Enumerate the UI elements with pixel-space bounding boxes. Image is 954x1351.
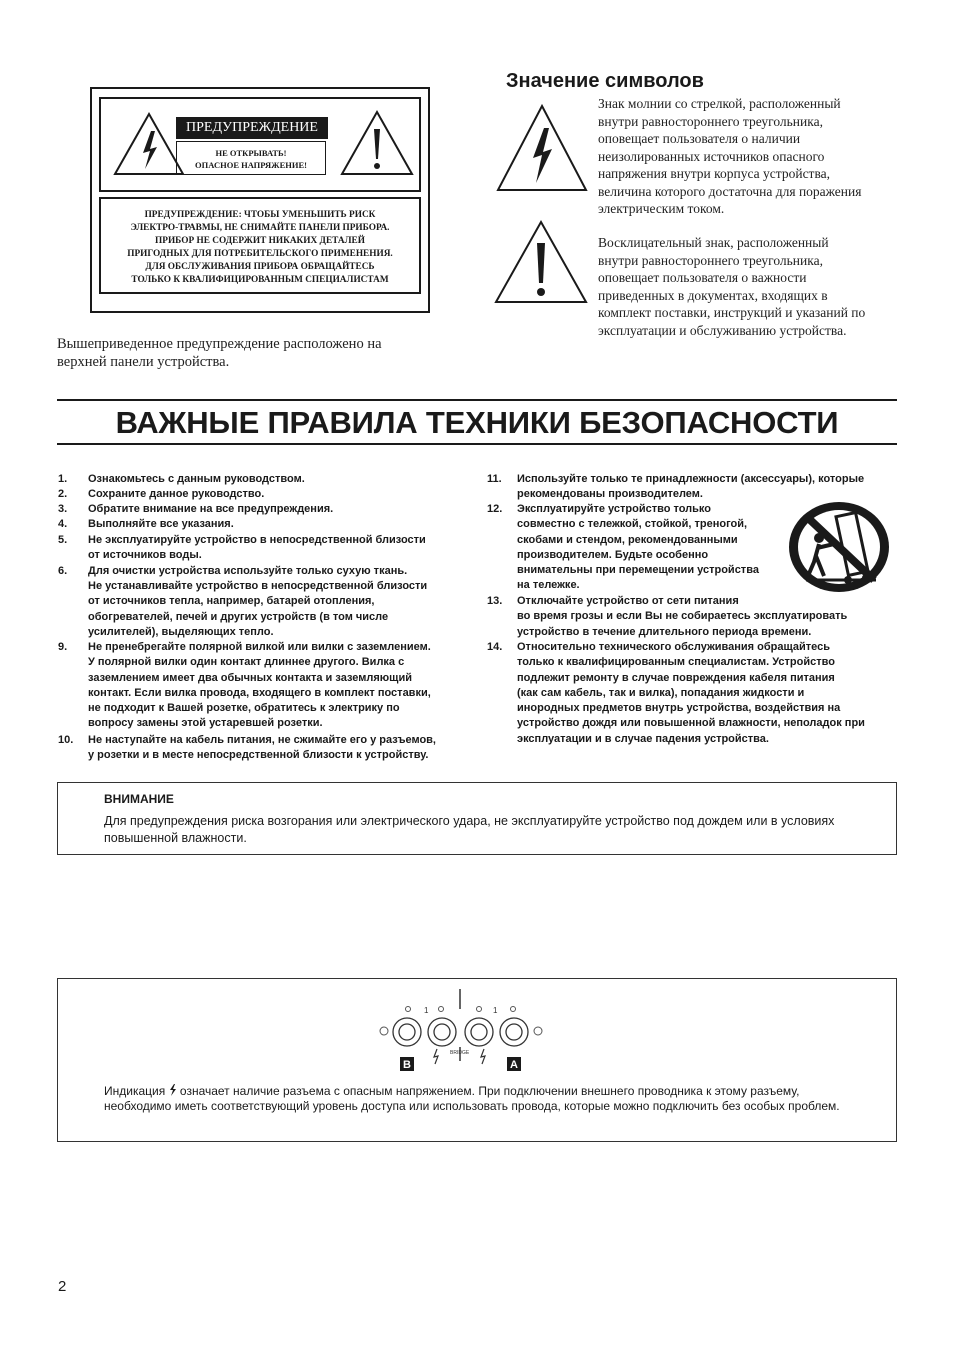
rule-number: 13. <box>487 595 503 607</box>
ch1-label-right: 1 <box>493 1006 498 1015</box>
channel-b-label: B <box>403 1059 411 1071</box>
caution-text: Для предупреждения риска возгорания или электрического удара, не эксплуатируйте устройство под дождем или в условиях повышенной влажности. <box>104 814 835 845</box>
rule-text: Не эксплуатируйте устройство в непосредственной близости от источников воды. <box>88 534 426 562</box>
rule-text: Для очистки устройства используйте только сухую ткань. <box>88 565 408 577</box>
hazard-lightning-icon <box>169 1084 177 1096</box>
caution-box <box>57 782 897 855</box>
bridge-label: BRIDGE <box>450 1050 470 1056</box>
rule-item <box>58 487 478 502</box>
rule-number: 10. <box>58 734 74 746</box>
rule-text: Относительно технического обслуживания обращайтесь только к квалифицированным специалистам. Устройство подлежит ремонту в случае повреждения кабеля питания (как сам кабель, так и вилка), попадания жидкости и инородных предметов внутрь устройства, воздействия на устройство дождя или повышенной влажности, неполадок при эксплуатации и в случае падения устройства. <box>517 641 865 745</box>
rule-item <box>58 472 478 487</box>
rule-number: 14. <box>487 641 503 653</box>
rule-number: 12. <box>487 503 503 515</box>
panel-text-before: Индикация <box>104 1084 166 1098</box>
exclamation-symbol-icon <box>493 219 589 305</box>
rule-number: 3. <box>58 503 68 515</box>
rule-text: Обратите внимание на все предупреждения. <box>88 503 334 515</box>
rule-item <box>487 594 907 640</box>
panel-text-after: означает наличие разъема с опасным напряжением. При подключении внешнего проводника к этому разъему, необходимо иметь соответствующий уровень доступа или использовать провода, которые можно подключить без особых проблем. <box>104 1084 840 1113</box>
rule-text: Сохраните данное руководство. <box>88 488 265 500</box>
rule-item <box>58 564 478 579</box>
warning-caption: Вышеприведенное предупреждение расположено на верхней панели устройства. <box>57 336 382 370</box>
lightning-symbol-text: Знак молнии со стрелкой, расположенный внутри равностороннего треугольника, оповещает пользователя о наличии неизолированных источников опасного напряжения внутри корпуса устройства, величина которого достаточна для поражения электрическим током. <box>598 96 862 216</box>
rule-text: Не устанавливайте устройство в непосредственной близости от источников тепла, например, батарей отопления, обогревателей, печей и других устройств (в том числе усилителей), выделяющих тепло. <box>88 580 428 638</box>
rule-number: 2. <box>58 488 68 500</box>
rule-item <box>58 733 478 764</box>
rule-number: 1. <box>58 473 68 485</box>
rule-number: 11. <box>487 473 502 485</box>
rule-item <box>58 502 478 517</box>
rule-item <box>487 640 907 747</box>
rule-text: Не наступайте на кабель питания, не сжимайте его у разъемов, у розетки и в месте непосредственной близости к устройству. <box>88 734 436 762</box>
panel-description <box>104 1084 864 1113</box>
rule-text: Эксплуатируйте устройство только совместно с тележкой, стойкой, треногой, скобами и стендом, рекомендованными производителем. Будьте особенно внимательны при перемещении устройства на тележке. <box>517 503 759 592</box>
caution-title: ВНИМАНИЕ <box>104 792 174 806</box>
warning-subtitle <box>176 141 326 175</box>
rule-text: Используйте только те принадлежности (аксессуары), которые рекомендованы производителем. <box>517 473 865 501</box>
rule-item <box>58 533 478 564</box>
symbols-heading: Значение символов <box>506 70 704 92</box>
rule-text: Ознакомьтесь с данным руководством. <box>88 473 305 485</box>
rule-number: 9. <box>58 641 68 653</box>
exclamation-symbol-text: Восклицательный знак, расположенный внутри равностороннего треугольника, оповещает пользователя о важности приведенных в документах, входящих в комплект поставки, инструкций и указаний по эксплуатации и обслуживанию устройства. <box>598 235 866 338</box>
warning-label <box>90 87 430 313</box>
rule-text: Не пренебрегайте полярной вилкой или вилки с заземлением. У полярной вилки один контакт длиннее другого. Вилка с заземлением имеет два обычных контакта и заземляющий контакт. Если вилка провода, входящего в комплект поставки, не подходит к Вашей розетке, обратитесь к электрику по вопросу замены этой устаревшей розетки. <box>88 641 431 730</box>
rule-item <box>58 579 478 640</box>
rule-number: 4. <box>58 518 68 530</box>
panel-box <box>57 978 897 1142</box>
ch1-label-left: 1 <box>424 1006 429 1015</box>
lightning-symbol-icon <box>495 103 589 193</box>
rule-item <box>487 472 907 503</box>
rule-item <box>58 517 478 532</box>
lightning-triangle-icon <box>113 111 185 177</box>
rule-number: 5. <box>58 534 68 546</box>
rule-item <box>58 640 478 732</box>
main-title: ВАЖНЫЕ ПРАВИЛА ТЕХНИКИ БЕЗОПАСНОСТИ <box>57 399 897 445</box>
rule-number: 6. <box>58 565 68 577</box>
cart-warning-icon <box>786 500 892 594</box>
speaker-terminals-illustration <box>376 987 548 1073</box>
warning-title: ПРЕДУПРЕЖДЕНИЕ <box>176 117 328 139</box>
warning-subtitle-line2: ОПАСНОЕ НАПРЯЖЕНИЕ! <box>195 160 307 170</box>
rule-text: Отключайте устройство от сети питания во время грозы и если Вы не собираетесь эксплуатировать устройство в течение длительного периода времени. <box>517 595 848 638</box>
warning-subtitle-line1: НЕ ОТКРЫВАТЬ! <box>215 148 287 158</box>
warning-lower-text: ПРЕДУПРЕЖДЕНИЕ: ЧТОБЫ УМЕНЬШИТЬ РИСК ЭЛЕКТРО-ТРАВМЫ, НЕ СНИМАЙТЕ ПАНЕЛИ ПРИБОРА. ПРИБОР НЕ СОДЕРЖИТ НИКАКИХ ДЕТАЛЕЙ ПРИГОДНЫХ ДЛЯ ПОТРЕБИТЕЛЬСКОГО ПРИМЕНЕНИЯ. ДЛЯ ОБСЛУЖИВАНИЯ ПРИБОРА ОБРАЩАЙТЕСЬ ТОЛЬКО К КВАЛИФИЦИРОВАННЫМ СПЕЦИАЛИСТАМ <box>99 197 421 294</box>
channel-a-label: A <box>510 1059 518 1071</box>
rule-text: Выполняйте все указания. <box>88 518 234 530</box>
exclamation-triangle-icon <box>339 109 415 177</box>
page-number: 2 <box>58 1278 67 1295</box>
